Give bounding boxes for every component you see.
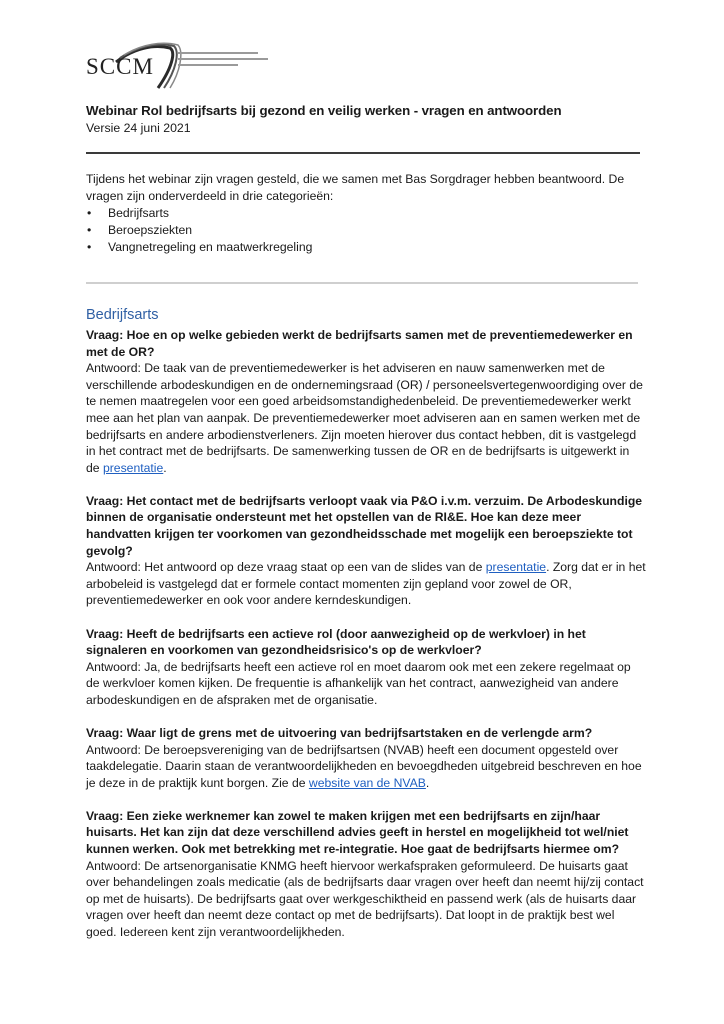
answer-text: . [425,775,430,790]
document-title: Webinar Rol bedrijfsarts bij gezond en veilig werken - vragen en antwoorden [86,103,562,118]
answer-text: . [163,460,167,475]
section-heading: Bedrijfsarts [86,307,159,323]
logo-text: SCCM [86,54,154,79]
intro-text: Tijdens het webinar zijn vragen gesteld, die we samen met Bas Sorgdrager hebben beantwoord. De vragen zijn onderverdeeld in drie categorieën: [86,172,625,203]
qa-item [86,493,646,609]
section-bedrijfsarts [86,306,646,957]
category-item: • Vangnetregeling en maatwerkregeling [86,239,646,256]
section-divider [86,282,638,284]
qa-item [86,808,646,941]
question: Vraag: Hoe en op welke gebieden werkt de bedrijfsarts samen met de preventiemedewerker en met de OR? [86,328,633,359]
logo-tagline [178,52,268,70]
sccm-logo [86,42,276,90]
answer: Antwoord: Ja, de bedrijfsarts heeft een actieve rol en moet daarom ook met een zekere regelmaat op de werkvloer komen kijken. De frequentie is afhankelijk van het contract, aanwezigheid van andere arbodeskundigen en de afspraken met de organisatie. [86,659,631,707]
answer: Antwoord: De artsenorganisatie KNMG heeft hiervoor werkafspraken geformuleerd. De huisarts gaat over behandelingen zoals medicatie (als de bedrijfsarts daar vragen over heeft dan neemt hij/zij contact op met de huisarts). De bedrijfsarts gaat over werkgeschiktheid en passend werk (als de huisarts daar vragen over heeft dan neemt deze contact op met de bedrijfsarts). Dat loopt in de praktijk best wel goed. Iedereen kent zijn verantwoordelijkheden. [86,858,644,939]
header-divider [86,152,640,154]
answer-text: Antwoord: De taak van de preventiemedewerker is het adviseren en nauw samenwerken met de verschillende arbodeskundigen en de ondernemingsraad (OR) / personeelsvertegenwoordiging over de te nemen maatregelen voor een goed arbeidsomstandighedenbeleid. De preventiemedewerker werkt mee aan het plan van aanpak. De preventiemedewerker moet adviseren aan en samen werken met de bedrijfsarts en andere arbodienstverleners. Zijn moeten hierover dus contact hebben, dit is vastgelegd in het contract met de bedrijfsarts. De samenwerking tussen de OR en de bedrijfsarts is uitgewerkt in de [86,361,643,475]
nvab-website-link[interactable]: website van de NVAB [308,775,426,790]
category-list [86,205,646,256]
question: Vraag: Het contact met de bedrijfsarts verloopt vaak via P&O i.v.m. verzuim. De Arbodeskundige binnen de organisatie ondersteunt met het opstellen van de RI&E. Hoe kan deze meer handvatten krijgen ter voorkomen van gezondheidsschade met mogelijk een beroepsziekte tot gevolg? [86,493,643,558]
answer-text: Antwoord: De beroepsvereniging van de bedrijfsartsen (NVAB) heeft een document opgesteld over taakdelegatie. Daarin staan de verantwoordelijkheden en bevoegdheden uitgebreid beschreven en hoe je deze in de praktijk kunt borgen. Zie de [86,742,642,790]
presentatie-link[interactable]: presentatie [485,560,547,575]
answer [86,360,646,476]
qa-item [86,725,646,791]
document-version: Versie 24 juni 2021 [86,121,191,135]
qa-item [86,626,646,709]
answer-text: . Zorg dat er in het arbobeleid is vastgelegd dat er formele contact momenten zijn gepland voor zowel de OR, preventiemedewerker en ook voor andere kerndeskundigen. [86,560,646,608]
answer [86,742,646,792]
category-item: • Bedrijfsarts [86,205,646,222]
question: Vraag: Een zieke werknemer kan zowel te maken krijgen met een bedrijfsarts en zijn/haar huisarts. Het kan zijn dat deze verschillend advies geeft in herstel en mogelijkheid tot wel/niet kunnen werken. Ook met betrekking met re-integratie. Hoe gaat de bedrijfsarts hiermee om? [86,808,629,857]
question: Vraag: Waar ligt de grens met de uitvoering van bedrijfsartstaken en de verlengde arm? [86,725,593,740]
intro-block [86,171,646,256]
category-item: • Beroepsziekten [86,222,646,239]
answer-text: Antwoord: Het antwoord op deze vraag staat op een van de slides van de [86,560,486,575]
presentatie-link[interactable]: presentatie [102,460,164,475]
qa-item [86,327,646,476]
question: Vraag: Heeft de bedrijfsarts een actieve rol (door aanwezigheid op de werkvloer) in het signaleren en voorkomen van gezondheidsrisico's op de werkvloer? [86,626,586,658]
answer [86,559,646,609]
